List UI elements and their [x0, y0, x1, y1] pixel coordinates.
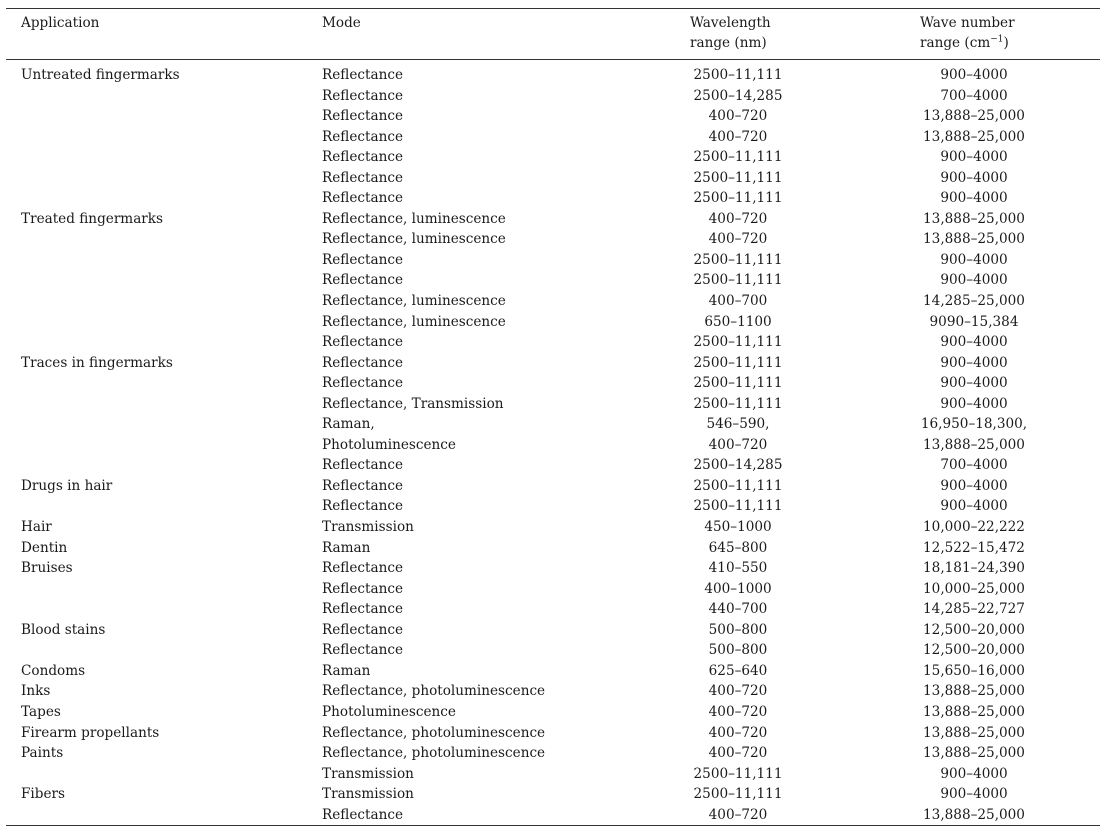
table-row [0, 168, 1106, 189]
cell-wavenumber: 18,181–24,390 [923, 560, 1025, 577]
table-row [0, 209, 1106, 230]
cell-mode: Reflectance [322, 498, 403, 515]
cell-mode: Reflectance, luminescence [322, 293, 506, 310]
cell-wavenumber: 13,888–25,000 [923, 128, 1025, 145]
header-wavenumber: Wave number range $(cm^{-1})$ [920, 15, 1015, 51]
cell-wavenumber: 13,888–25,000 [923, 724, 1025, 741]
table-row [0, 805, 1106, 826]
table-row [0, 723, 1106, 744]
cell-wavelength: 500–800 [708, 621, 768, 638]
cell-wavenumber: 900–4000 [940, 190, 1008, 207]
cell-wavelength: 400–720 [708, 683, 768, 700]
cell-wavelength: 2500–11,111 [693, 334, 783, 351]
table-row [0, 435, 1106, 456]
cell-wavelength: 450–1000 [704, 519, 772, 536]
table-row [0, 517, 1106, 538]
cell-wavelength: 400–720 [708, 806, 768, 823]
cell-mode: Reflectance [322, 354, 403, 371]
cell-wavelength: 2500–11,111 [693, 786, 783, 803]
cell-wavenumber: 900–4000 [940, 765, 1008, 782]
table-row [0, 353, 1106, 374]
cell-wavelength: 2500–11,111 [693, 149, 783, 166]
cell-mode: Reflectance [322, 251, 403, 268]
cell-wavelength: 2500–11,111 [693, 375, 783, 392]
cell-wavelength: 400–720 [708, 108, 768, 125]
table-row [0, 127, 1106, 148]
cell-wavenumber: 12,500–20,000 [923, 642, 1025, 659]
cell-wavenumber: 900–4000 [940, 67, 1008, 83]
cell-wavelength: 500–800 [708, 642, 768, 659]
cell-application: Dentin [21, 539, 68, 556]
table-row [0, 455, 1106, 476]
bottom-rule [6, 825, 1100, 826]
table-row [0, 620, 1106, 641]
cell-application: Inks [21, 683, 51, 700]
table-row [0, 784, 1106, 805]
cell-wavelength: 625–640 [708, 662, 768, 679]
cell-mode: Reflectance, luminescence [322, 313, 506, 330]
cell-mode: Reflectance [322, 621, 403, 638]
cell-wavelength: 2500–11,111 [693, 67, 783, 83]
cell-wavenumber: 13,888–25,000 [923, 231, 1025, 248]
cell-mode: Reflectance [322, 806, 403, 823]
table-row [0, 476, 1106, 497]
cell-wavelength: 2500–11,111 [693, 190, 783, 207]
cell-wavenumber: 10,000–25,000 [923, 580, 1025, 597]
table-body [0, 65, 1106, 825]
header-application: Application [21, 15, 100, 31]
cell-wavenumber: 900–4000 [940, 786, 1008, 803]
cell-wavenumber: 900–4000 [940, 149, 1008, 166]
cell-wavelength: 2500–11,111 [693, 498, 783, 515]
cell-wavelength: 2500–14,285 [693, 457, 783, 474]
table-row [0, 394, 1106, 415]
cell-mode: Reflectance [322, 128, 403, 145]
header-rule [6, 59, 1100, 60]
header-wavelength: Wavelength range (nm) [690, 15, 771, 51]
cell-wavenumber: 13,888–25,000 [923, 703, 1025, 720]
table-row [0, 496, 1106, 517]
cell-wavenumber: 13,888–25,000 [923, 210, 1025, 227]
cell-wavelength: 410–550 [708, 560, 768, 577]
cell-application: Fibers [21, 786, 66, 803]
cell-mode: Reflectance [322, 477, 403, 494]
cell-mode: Reflectance [322, 108, 403, 125]
cell-application: Paints [21, 745, 64, 762]
cell-wavenumber: 900–4000 [940, 169, 1008, 186]
cell-application: Bruises [21, 560, 73, 577]
top-rule [6, 8, 1100, 9]
cell-wavenumber: 900–4000 [940, 498, 1008, 515]
cell-wavelength: 400–720 [708, 436, 768, 453]
cell-wavenumber: 13,888–25,000 [923, 745, 1025, 762]
cell-mode: Reflectance [322, 457, 403, 474]
cell-mode: Transmission [322, 765, 414, 782]
cell-wavenumber: 900–4000 [940, 354, 1008, 371]
cell-application: Untreated fingermarks [21, 67, 180, 83]
cell-wavelength: 2500–11,111 [693, 395, 783, 412]
cell-wavelength: 400–720 [708, 128, 768, 145]
cell-mode: Reflectance [322, 560, 403, 577]
cell-mode: Reflectance, photoluminescence [322, 724, 546, 741]
cell-wavelength: 400–720 [708, 724, 768, 741]
cell-wavenumber: 13,888–25,000 [923, 806, 1025, 823]
header-wavenumber-unit: range $(cm^{-1})$ [920, 34, 1009, 51]
cell-application: Tapes [21, 703, 61, 720]
cell-wavelength: 400–1000 [704, 580, 772, 597]
cell-application: Treated fingermarks [21, 210, 164, 227]
table-row [0, 270, 1106, 291]
table-row [0, 743, 1106, 764]
cell-wavelength: 2500–14,285 [693, 87, 783, 104]
cell-mode: Reflectance [322, 272, 403, 289]
cell-wavenumber: 10,000–22,222 [923, 519, 1025, 536]
cell-wavelength: 400–700 [708, 293, 768, 310]
cell-mode: Reflectance [322, 87, 403, 104]
cell-application: Firearm propellants [21, 724, 160, 741]
table-row [0, 291, 1106, 312]
table-row [0, 599, 1106, 620]
cell-wavelength: 650–1100 [704, 313, 772, 330]
table-row [0, 538, 1106, 559]
cell-mode: Photoluminescence [322, 703, 456, 720]
table-row [0, 702, 1106, 723]
cell-mode: Raman, [322, 416, 375, 433]
cell-mode: Reflectance [322, 375, 403, 392]
cell-wavenumber: 900–4000 [940, 272, 1008, 289]
cell-mode: Photoluminescence [322, 436, 456, 453]
table-row [0, 414, 1106, 435]
cell-wavelength: 645–800 [708, 539, 768, 556]
cell-wavelength: 546–590, [706, 416, 770, 433]
table-row [0, 106, 1106, 127]
cell-wavenumber: 14,285–22,727 [923, 601, 1025, 618]
table-row [0, 661, 1106, 682]
cell-wavelength: 400–720 [708, 210, 768, 227]
cell-wavelength: 2500–11,111 [693, 169, 783, 186]
table-row [0, 86, 1106, 107]
cell-wavelength: 2500–11,111 [693, 251, 783, 268]
cell-mode: Transmission [322, 519, 414, 536]
cell-application: Hair [21, 519, 52, 536]
table-row [0, 681, 1106, 702]
table-row [0, 65, 1106, 86]
cell-wavenumber: 13,888–25,000 [923, 436, 1025, 453]
cell-mode: Transmission [322, 786, 414, 803]
cell-wavenumber: 12,522–15,472 [923, 539, 1025, 556]
table-row [0, 640, 1106, 661]
cell-wavelength: 2500–11,111 [693, 765, 783, 782]
table-row [0, 147, 1106, 168]
table-row [0, 558, 1106, 579]
cell-mode: Reflectance [322, 190, 403, 207]
cell-mode: Reflectance, Transmission [322, 395, 504, 412]
table-row [0, 373, 1106, 394]
cell-wavelength: 2500–11,111 [693, 354, 783, 371]
cell-mode: Reflectance [322, 149, 403, 166]
cell-wavelength: 440–700 [708, 601, 768, 618]
cell-mode: Reflectance, luminescence [322, 231, 506, 248]
cell-wavenumber: 13,888–25,000 [923, 108, 1025, 125]
table-row [0, 332, 1106, 353]
cell-wavenumber: 12,500–20,000 [923, 621, 1025, 638]
cell-mode: Reflectance, luminescence [322, 210, 506, 227]
cell-application: Drugs in hair [21, 477, 113, 494]
cell-wavenumber: 900–4000 [940, 477, 1008, 494]
cell-mode: Reflectance [322, 169, 403, 186]
cell-mode: Raman [322, 539, 371, 556]
cell-application: Condoms [21, 662, 86, 679]
table-row [0, 250, 1106, 271]
table-row [0, 312, 1106, 333]
cell-mode: Reflectance [322, 642, 403, 659]
cell-wavelength: 2500–11,111 [693, 272, 783, 289]
cell-mode: Reflectance [322, 601, 403, 618]
cell-wavenumber: 9090–15,384 [929, 313, 1019, 330]
cell-wavenumber: 15,650–16,000 [923, 662, 1025, 679]
cell-wavenumber: 900–4000 [940, 334, 1008, 351]
cell-wavenumber: 900–4000 [940, 375, 1008, 392]
cell-wavelength: 2500–11,111 [693, 477, 783, 494]
table-row [0, 188, 1106, 209]
cell-wavenumber: 16,950–18,300, [920, 416, 1028, 433]
cell-mode: Reflectance, photoluminescence [322, 745, 546, 762]
cell-wavelength: 400–720 [708, 703, 768, 720]
cell-wavenumber: 700–4000 [940, 457, 1008, 474]
cell-wavenumber: 13,888–25,000 [923, 683, 1025, 700]
table-row [0, 229, 1106, 250]
cell-wavenumber: 900–4000 [940, 395, 1008, 412]
cell-mode: Reflectance [322, 67, 403, 83]
table-row [0, 579, 1106, 600]
cell-wavenumber: 900–4000 [940, 251, 1008, 268]
cell-wavelength: 400–720 [708, 745, 768, 762]
cell-wavenumber: 14,285–25,000 [923, 293, 1025, 310]
cell-mode: Raman [322, 662, 371, 679]
cell-wavelength: 400–720 [708, 231, 768, 248]
cell-wavenumber: 700–4000 [940, 87, 1008, 104]
cell-mode: Reflectance, photoluminescence [322, 683, 546, 700]
cell-mode: Reflectance [322, 580, 403, 597]
table-row [0, 764, 1106, 785]
cell-application: Blood stains [21, 621, 106, 638]
cell-mode: Reflectance [322, 334, 403, 351]
header-mode: Mode [322, 15, 361, 31]
cell-application: Traces in fingermarks [21, 354, 173, 371]
